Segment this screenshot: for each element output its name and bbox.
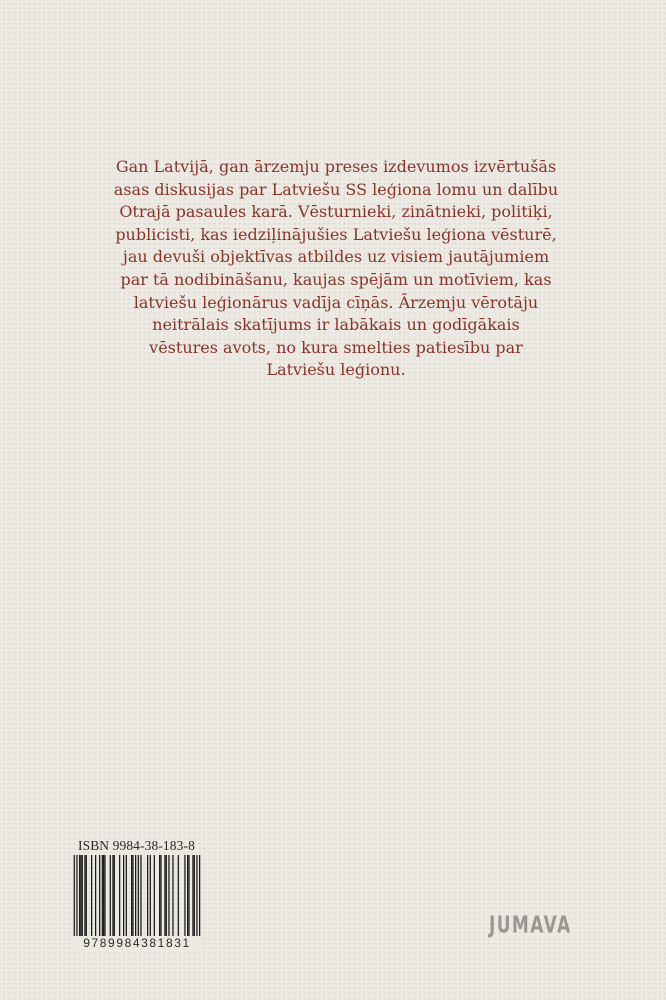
blurb-line: Latviešu leģionu. [266,360,406,380]
barcode-bar [194,855,195,937]
barcode-bar [110,855,111,937]
barcode-bar [112,855,113,937]
barcode-bar [172,855,173,937]
barcode-digits: 9789984381831 [71,936,203,950]
barcode-bar [74,855,75,947]
barcode-bar [135,855,136,947]
barcode-bar [86,855,87,937]
blurb-line: asas diskusijas par Latviešu SS leģiona lomu un dalību [113,179,559,199]
barcode-bar [76,855,77,947]
barcode-bar [95,855,96,937]
barcode-bar [126,855,127,937]
barcode-bar [91,855,92,937]
barcode-bar [154,855,155,937]
publisher-logo: JUMAVA [489,912,572,939]
barcode-bar [150,855,151,937]
blurb-line: neitrālais skatījums ir labākais un godīgākais [152,315,520,335]
barcode-bar [79,855,80,937]
barcode-bar [192,855,193,937]
barcode-bar [188,855,189,937]
back-cover-blurb [80,156,592,382]
barcode-bar [178,855,179,937]
barcode-bar [102,855,103,937]
barcode-bar [131,855,132,937]
barcode-bar [138,855,139,947]
barcode-bar [119,855,120,937]
barcode-bar [187,855,188,937]
barcode-bar [103,855,104,937]
barcode-bar [199,855,200,947]
barcode-bar [160,855,161,937]
blurb-line: latviešu leģionārus vadīja cīņās. Ārzemju vērotāju [133,292,539,312]
barcode-bar [82,855,83,937]
blurb-line: Gan Latvijā, gan ārzemju preses izdevumos izvērtušās [115,157,557,176]
blurb-line: publicisti, kas iedziļinājušies Latviešu leģiona vēsturē, [115,224,557,244]
barcode-bar [84,855,85,937]
barcode-bar [114,855,115,937]
barcode-bar [164,855,165,937]
barcode-bar [99,855,100,937]
barcode-bar [168,855,169,937]
barcode-bar [140,855,141,937]
barcode-bar [147,855,148,937]
barcode-bar [159,855,160,937]
blurb-line: Otrajā pasaules karā. Vēsturnieki, zinātnieki, politiķi, [119,202,553,222]
blurb-line: par tā nodibināšanu, kaujas spējām un motīviem, kas [120,269,552,289]
blurb-line: vēstures avots, no kura smelties patiesību par [149,337,523,357]
barcode-bar [104,855,105,937]
barcode-bar [166,855,167,937]
barcode-bar [196,855,197,947]
barcode-bar [80,855,81,937]
barcode-bar [123,855,124,937]
blurb-line: jau devuši objektīvas atbildes uz visiem jautājumiem [122,247,550,267]
barcode-bar [184,855,185,937]
isbn-label: ISBN 9984-38-183-8 [78,838,195,853]
barcode-bar [132,855,133,937]
